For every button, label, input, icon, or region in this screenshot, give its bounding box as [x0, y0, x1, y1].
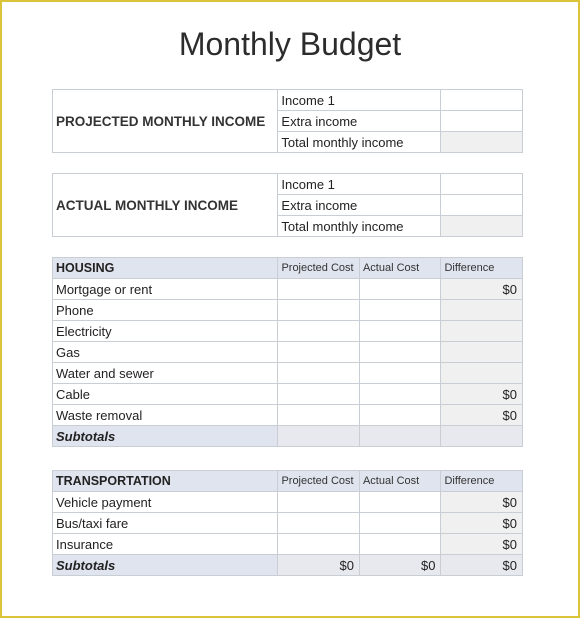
income-total-cell	[441, 216, 523, 237]
income-row-label: Extra income	[278, 111, 441, 132]
actual-cost-cell[interactable]	[359, 321, 441, 342]
transportation-table	[52, 470, 523, 576]
projected-cost-cell[interactable]	[278, 384, 360, 405]
subtotals-row	[53, 555, 523, 576]
column-header-projected: Projected Cost	[278, 258, 360, 279]
row-label: Cable	[53, 384, 278, 405]
table-row	[53, 513, 523, 534]
difference-cell: $0	[441, 279, 523, 300]
row-label: Phone	[53, 300, 278, 321]
projected-income-label: PROJECTED MONTHLY INCOME	[53, 90, 278, 153]
income-row-label: Income 1	[278, 90, 441, 111]
table-row	[53, 363, 523, 384]
table-row	[53, 384, 523, 405]
difference-cell	[441, 363, 523, 384]
income-value-cell[interactable]	[441, 195, 523, 216]
subtotals-label: Subtotals	[53, 426, 278, 447]
projected-cost-cell[interactable]	[278, 321, 360, 342]
table-row	[53, 492, 523, 513]
actual-cost-cell[interactable]	[359, 534, 441, 555]
projected-cost-cell[interactable]	[278, 492, 360, 513]
actual-cost-cell[interactable]	[359, 342, 441, 363]
actual-cost-cell[interactable]	[359, 279, 441, 300]
subtotal-actual	[359, 426, 441, 447]
income-total-cell	[441, 132, 523, 153]
income-row-label: Extra income	[278, 195, 441, 216]
row-label: Mortgage or rent	[53, 279, 278, 300]
row-label: Water and sewer	[53, 363, 278, 384]
table-row	[53, 405, 523, 426]
row-label: Insurance	[53, 534, 278, 555]
column-header-difference: Difference	[441, 471, 523, 492]
difference-cell	[441, 300, 523, 321]
projected-cost-cell[interactable]	[278, 405, 360, 426]
income-value-cell[interactable]	[441, 111, 523, 132]
actual-cost-cell[interactable]	[359, 492, 441, 513]
actual-cost-cell[interactable]	[359, 384, 441, 405]
projected-cost-cell[interactable]	[278, 513, 360, 534]
subtotals-label: Subtotals	[53, 555, 278, 576]
table-row	[53, 342, 523, 363]
subtotals-row	[53, 426, 523, 447]
difference-cell: $0	[441, 534, 523, 555]
table-row	[53, 534, 523, 555]
difference-cell	[441, 342, 523, 363]
column-header-projected: Projected Cost	[278, 471, 360, 492]
difference-cell	[441, 321, 523, 342]
projected-cost-cell[interactable]	[278, 279, 360, 300]
housing-table	[52, 257, 523, 447]
row-label: Electricity	[53, 321, 278, 342]
actual-cost-cell[interactable]	[359, 513, 441, 534]
income-row-label: Total monthly income	[278, 132, 441, 153]
table-row	[53, 321, 523, 342]
row-label: Waste removal	[53, 405, 278, 426]
actual-income-table	[52, 173, 523, 237]
transportation-header: TRANSPORTATION	[53, 471, 278, 492]
subtotal-difference	[441, 426, 523, 447]
actual-cost-cell[interactable]	[359, 405, 441, 426]
subtotal-projected	[278, 426, 360, 447]
subtotal-actual: $0	[359, 555, 441, 576]
projected-cost-cell[interactable]	[278, 342, 360, 363]
projected-cost-cell[interactable]	[278, 534, 360, 555]
column-header-actual: Actual Cost	[359, 258, 441, 279]
difference-cell: $0	[441, 513, 523, 534]
income-value-cell[interactable]	[441, 174, 523, 195]
column-header-difference: Difference	[441, 258, 523, 279]
subtotal-projected: $0	[278, 555, 360, 576]
row-label: Gas	[53, 342, 278, 363]
difference-cell: $0	[441, 492, 523, 513]
difference-cell: $0	[441, 384, 523, 405]
row-label: Bus/taxi fare	[53, 513, 278, 534]
income-value-cell[interactable]	[441, 90, 523, 111]
page-title: Monthly Budget	[178, 26, 402, 62]
housing-header: HOUSING	[53, 258, 278, 279]
projected-income-table	[52, 89, 523, 153]
table-row	[53, 300, 523, 321]
actual-cost-cell[interactable]	[359, 300, 441, 321]
actual-income-label: ACTUAL MONTHLY INCOME	[53, 174, 278, 237]
transportation-header-row	[53, 471, 523, 492]
subtotal-difference: $0	[441, 555, 523, 576]
column-header-actual: Actual Cost	[359, 471, 441, 492]
table-row	[53, 279, 523, 300]
projected-cost-cell[interactable]	[278, 363, 360, 384]
row-label: Vehicle payment	[53, 492, 278, 513]
difference-cell: $0	[441, 405, 523, 426]
housing-header-row	[53, 258, 523, 279]
income-row-label: Income 1	[278, 174, 441, 195]
projected-cost-cell[interactable]	[278, 300, 360, 321]
actual-cost-cell[interactable]	[359, 363, 441, 384]
income-row-label: Total monthly income	[278, 216, 441, 237]
